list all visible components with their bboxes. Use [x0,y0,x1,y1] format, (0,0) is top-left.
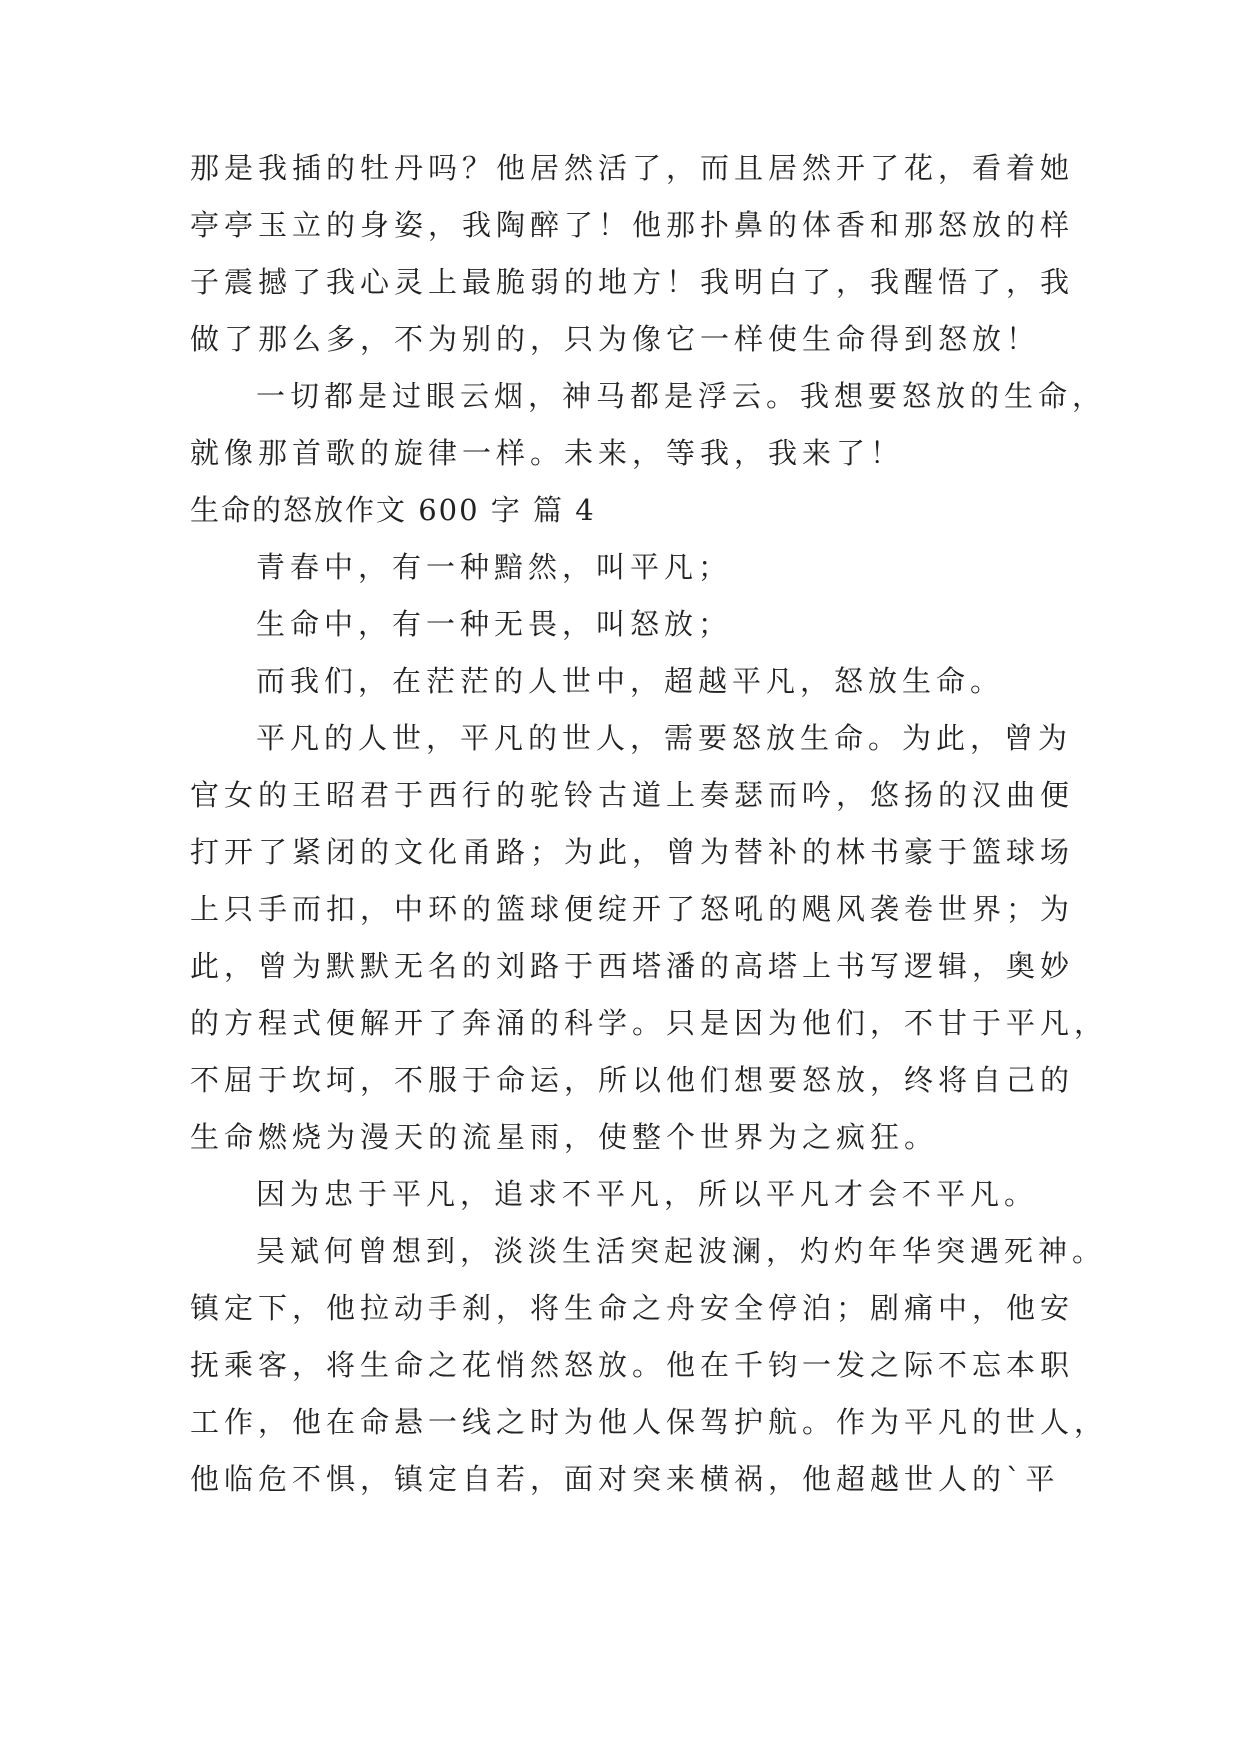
text-line: 官女的王昭君于西行的驼铃古道上奏瑟而吟，悠扬的汉曲便 [190,778,1075,812]
paragraph-first-line: 生命中，有一种无畏，叫怒放； [256,607,733,641]
paragraph-first-line: 吴斌何曾想到，淡淡生活突起波澜，灼灼年华突遇死神。 [256,1234,1107,1268]
paragraph-first-line: 而我们，在茫茫的人世中，超越平凡，怒放生命。 [256,664,1005,698]
text-line: 抚乘客，将生命之花悄然怒放。他在千钧一发之际不忘本职 [190,1348,1075,1382]
text-line: 镇定下，他拉动手刹，将生命之舟安全停泊；剧痛中，他安 [190,1291,1075,1325]
paragraph-first-line: 平凡的人世，平凡的世人，需要怒放生命。为此，曾为 [256,721,1073,755]
text-line: 他临危不惧，镇定自若，面对突来横祸，他超越世人的`平 [190,1462,1060,1496]
text-line: 上只手而扣，中环的篮球便绽开了怒吼的飓风袭卷世界；为 [190,892,1075,926]
section-heading: 生命的怒放作文 600 字 篇 4 [190,493,596,527]
text-line: 就像那首歌的旋律一样。未来，等我，我来了！ [190,436,905,470]
paragraph-first-line: 青春中，有一种黯然，叫平凡； [256,550,733,584]
text-line: 此，曾为默默无名的刘路于西塔潘的高塔上书写逻辑，奥妙 [190,949,1075,983]
text-line: 生命燃烧为漫天的流星雨，使整个世界为之疯狂。 [190,1120,939,1154]
text-line: 亭亭玉立的身姿，我陶醉了！他那扑鼻的体香和那怒放的样 [190,208,1075,242]
text-line: 子震撼了我心灵上最脆弱的地方！我明白了，我醒悟了，我 [190,265,1075,299]
paragraph-first-line: 一切都是过眼云烟，神马都是浮云。我想要怒放的生命， [256,379,1107,413]
text-line: 的方程式便解开了奔涌的科学。只是因为他们，不甘于平凡， [190,1006,1109,1040]
text-line: 那是我插的牡丹吗？他居然活了，而且居然开了花，看着她 [190,151,1075,185]
text-line: 打开了紧闭的文化甬路；为此，曾为替补的林书豪于篮球场 [190,835,1075,869]
text-line: 做了那么多，不为别的，只为像它一样使生命得到怒放！ [190,322,1041,356]
text-line: 不屈于坎坷，不服于命运，所以他们想要怒放，终将自己的 [190,1063,1075,1097]
paragraph-first-line: 因为忠于平凡，追求不平凡，所以平凡才会不平凡。 [256,1177,1039,1211]
text-line: 工作，他在命悬一线之时为他人保驾护航。作为平凡的世人， [190,1405,1109,1439]
